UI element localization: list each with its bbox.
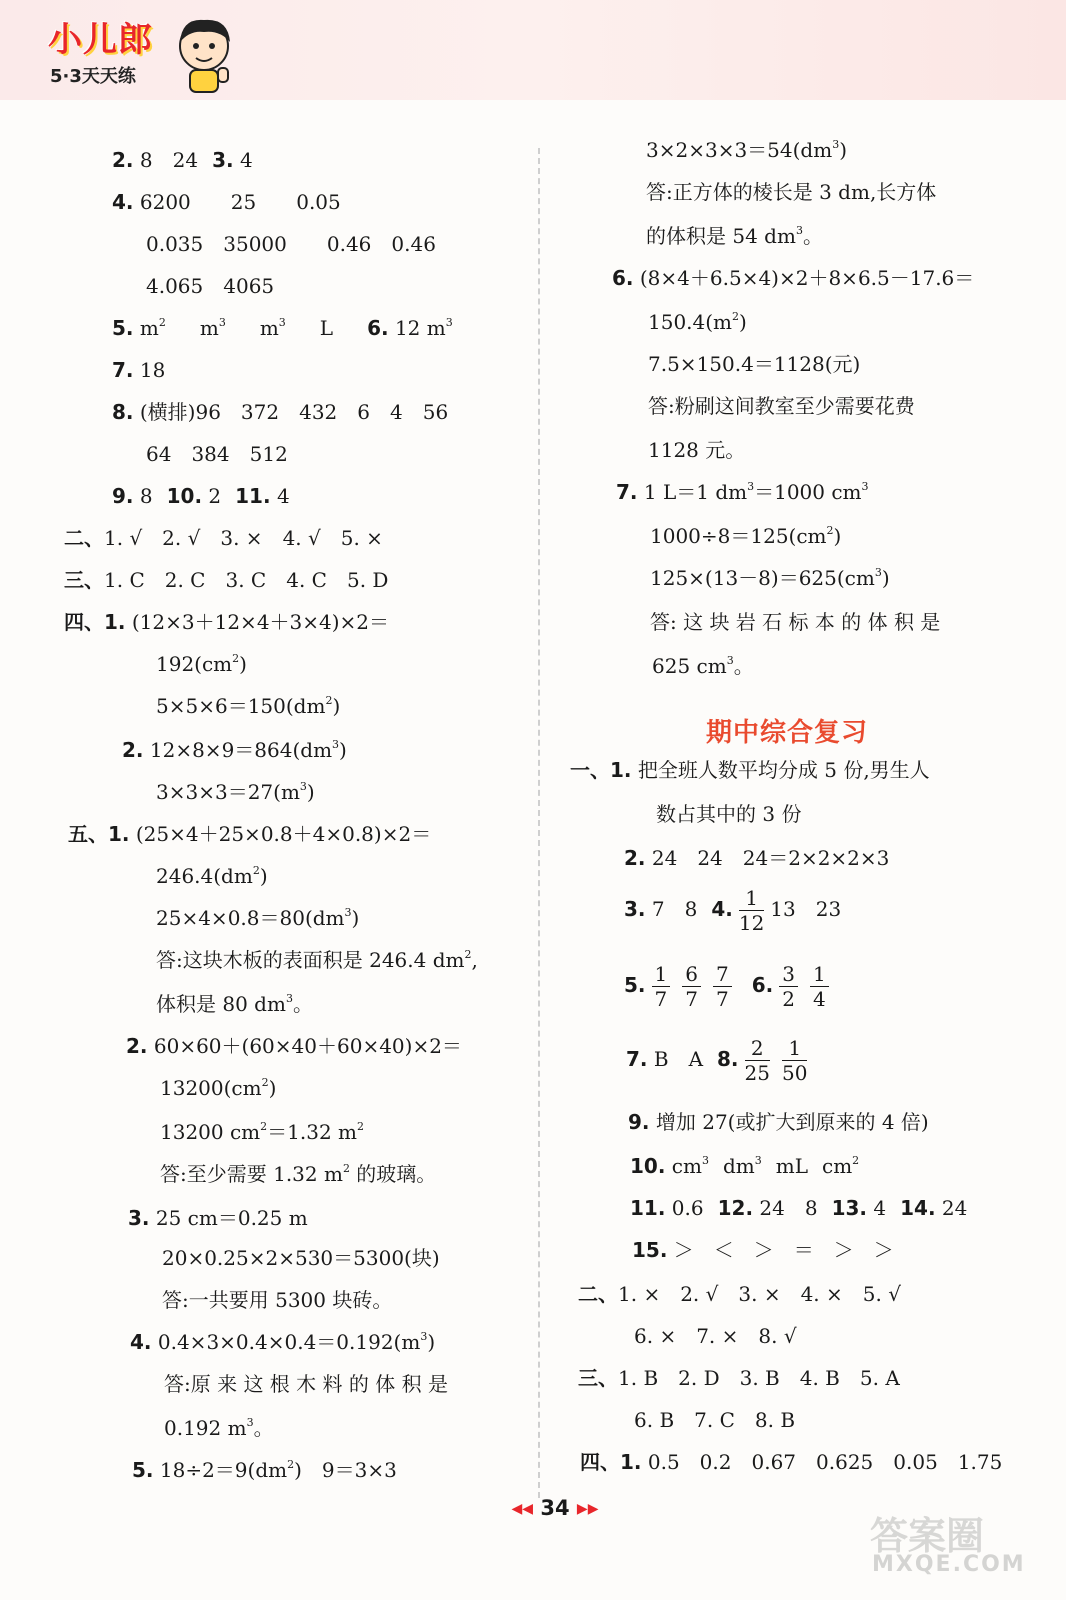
answer-line: 7. B A 8. $\frac{2}{25}$ $\frac{1}{50}$ (626, 1036, 808, 1085)
answer-line: $5\times 5\times 6=150(dm^2)$ (156, 694, 341, 718)
answer-line: 5. $18\div 2=9(dm^2)$ 9＝3×3 (132, 1458, 397, 1482)
answer-line: 625 $cm^3$。 (652, 654, 754, 678)
answer-line: 20×0.25×2×530＝5300(块) (162, 1246, 440, 1270)
answer-line: 7. 18 (112, 358, 166, 382)
answer-line: 2. 8 24 3. 4 (112, 148, 253, 172)
answer-line: 11. 0.6 12. 24 8 13. 4 14. 24 (630, 1196, 968, 1220)
answer-line: 13200 $cm^2=1.32$ $m^2$ (160, 1120, 365, 1144)
answer-line: $3\times 2\times 3\times 3=54(dm^3)$ (646, 138, 848, 162)
answer-line: $13200(cm^2)$ (160, 1076, 277, 1100)
answer-line: 四、1. 0.5 0.2 0.67 0.625 0.05 1.75 (580, 1450, 1003, 1474)
answer-line: 四、1. (12×3＋12×4＋3×4)×2＝ (64, 610, 390, 634)
answer-line: 体积是 80 $dm^3$。 (156, 992, 313, 1016)
answer-line: 2. 60×60＋(60×40＋60×40)×2＝ (126, 1034, 462, 1058)
answer-line: 答:这块木板的表面积是 246.4 $dm^2$, (156, 948, 478, 972)
answer-line: 0.035 35000 0.46 0.46 (146, 232, 436, 256)
mascot-icon (168, 12, 240, 96)
answer-line: 10. $cm^3$ $dm^3$ mL $cm^2$ (630, 1154, 860, 1178)
watermark-logo: 答案圈 (870, 1514, 985, 1558)
next-arrows-icon: ▶▶ (576, 1501, 599, 1517)
answer-line: 3. 7 8 4. $\frac{1}{12}$ 13 23 (624, 886, 842, 935)
answer-line: 答:原 来 这 根 木 料 的 体 积 是 (164, 1372, 448, 1396)
answer-line: 6. × 7. × 8. √ (634, 1324, 797, 1348)
series-name: 5·3天天练 (50, 66, 136, 87)
answer-line: 0.192 $m^3$。 (164, 1416, 274, 1440)
answer-line: 64 384 512 (146, 442, 288, 466)
brand-name: 小儿郎 (48, 20, 153, 60)
answer-line: $246.4(dm^2)$ (156, 864, 268, 888)
answer-line: 9. 增加 27(或扩大到原来的 4 倍) (628, 1110, 929, 1134)
watermark-site: MXQE.COM (872, 1552, 1026, 1577)
answer-line: $125\times(13-8)=625(cm^3)$ (650, 566, 890, 590)
answer-line: 数占其中的 3 份 (656, 802, 802, 826)
answer-line: 二、1. × 2. √ 3. × 4. × 5. √ (578, 1282, 901, 1306)
answer-line: 6. (8×4＋6.5×4)×2＋8×6.5－17.6＝ (612, 266, 975, 290)
answer-line: 7. 1 L＝1 $dm^3=1000$ $cm^3$ (616, 480, 869, 504)
answer-line: $25\times 4\times 0.8=80(dm^3)$ (156, 906, 360, 930)
answer-line: 2. 24 24 24＝2×2×2×3 (624, 846, 890, 870)
answer-line: $192(cm^2)$ (156, 652, 247, 676)
answer-line: 答:粉刷这间教室至少需要花费 (648, 394, 915, 418)
answer-line: 三、1. C 2. C 3. C 4. C 5. D (64, 568, 389, 592)
answer-line: 答: 这 块 岩 石 标 本 的 体 积 是 (650, 610, 941, 634)
answer-line: 9. 8 10. 2 11. 4 (112, 484, 290, 508)
column-divider (538, 148, 540, 1498)
answer-line: 5. $\frac{1}{7}$ $\frac{6}{7}$ $\frac{7}{7}$ 6. $\frac{3}{2}$ $\frac{1}{4}$ (624, 962, 835, 1011)
answer-line: 5. $m^2$ $m^3$ $m^3$ L 6. 12 $m^3$ (112, 316, 453, 340)
answer-line: $3\times 3\times 3=27(m^3)$ (156, 780, 315, 804)
answer-line: 3. 25 cm＝0.25 m (128, 1206, 308, 1230)
answer-line: 4. $0.4\times 3\times 0.4\times 0.4=0.192(m^3)$ (130, 1330, 436, 1354)
answer-line: 4. 6200 25 0.05 (112, 190, 341, 214)
answer-line: 答:正方体的棱长是 3 dm,长方体 (646, 180, 937, 204)
answer-line: 15. ＞ ＜ ＞ ＝ ＞ ＞ (632, 1238, 894, 1262)
answer-line: 答:至少需要 1.32 $m^2$ 的玻璃。 (160, 1162, 437, 1186)
answer-line: 二、1. √ 2. √ 3. × 4. √ 5. × (64, 526, 383, 550)
section-title: 期中综合复习 (706, 718, 869, 748)
answer-line: 的体积是 54 $dm^3$。 (646, 224, 823, 248)
answer-line: 2. $12\times 8\times 9=864(dm^3)$ (122, 738, 347, 762)
answer-line: 6. B 7. C 8. B (634, 1408, 796, 1432)
answer-line: 五、1. (25×4＋25×0.8＋4×0.8)×2＝ (68, 822, 432, 846)
answer-line: 答:一共要用 5300 块砖。 (162, 1288, 393, 1312)
answer-line: 7.5×150.4＝1128(元) (648, 352, 861, 376)
prev-arrows-icon: ◀◀ (511, 1501, 534, 1517)
answer-line: $150.4(m^2)$ (648, 310, 747, 334)
page-number: ◀◀ 34 ▶▶ (511, 1496, 599, 1520)
answer-line: 1128 元。 (648, 438, 746, 462)
answer-line: $1000\div 8=125(cm^2)$ (650, 524, 842, 548)
answer-line: 一、1. 把全班人数平均分成 5 份,男生人 (570, 758, 930, 782)
answer-line: 4.065 4065 (146, 274, 275, 298)
brand-logo (48, 12, 238, 96)
answer-line: 三、1. B 2. D 3. B 4. B 5. A (578, 1366, 900, 1390)
answer-line: 8. (横排)96 372 432 6 4 56 (112, 400, 449, 424)
